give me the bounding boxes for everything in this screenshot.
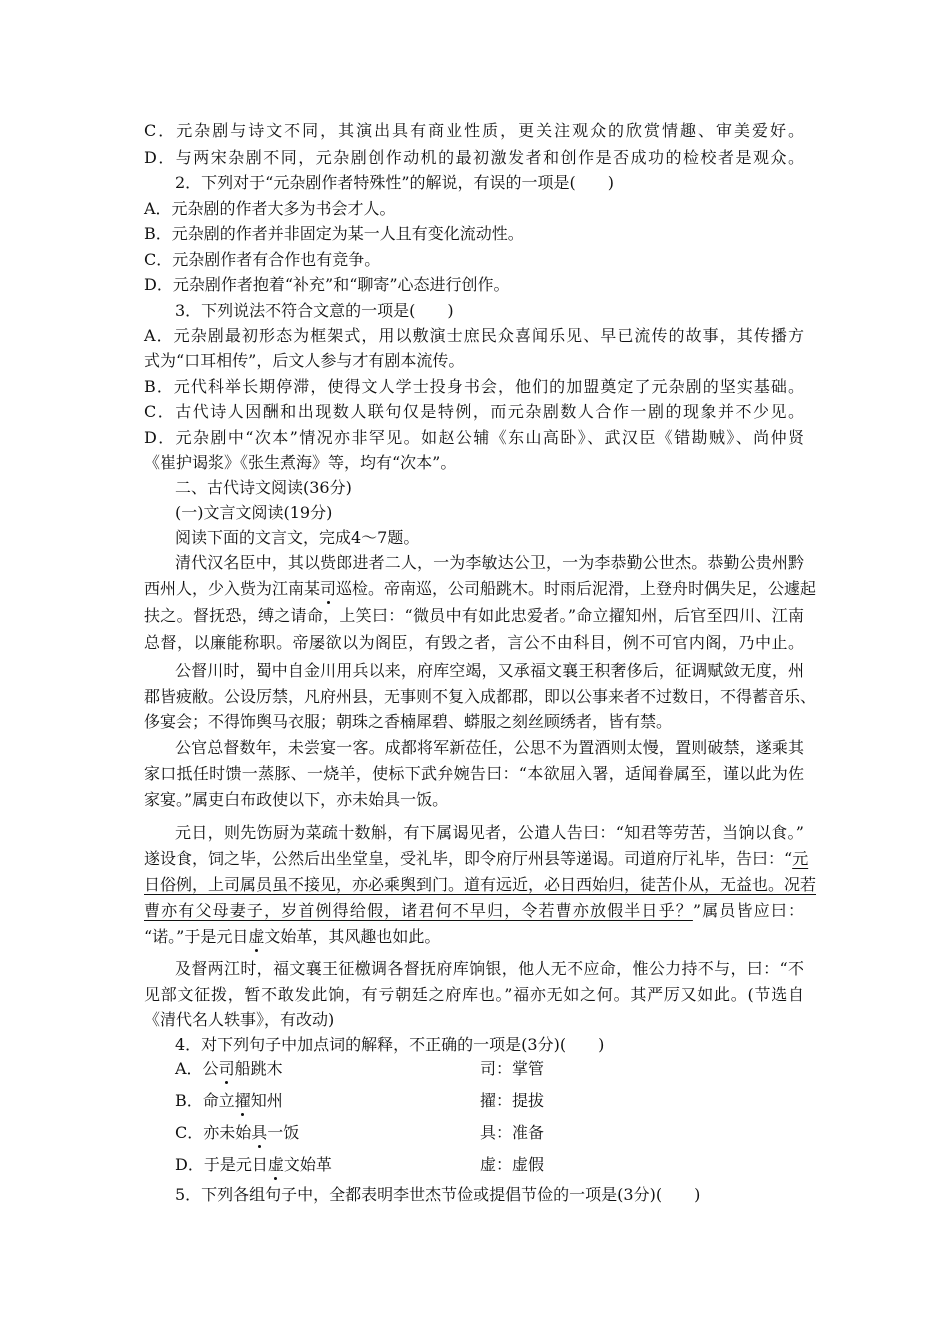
- q3-option-a-line2: 式为“口耳相传”，后文人参与才有剧本流传。: [144, 351, 465, 370]
- passage-p4-line3-underlined: 日俗例，上司属员虽不接见，亦必乘舆到门。道有远近，必日西始归，徒苦仆从，无益也。况若: [144, 875, 817, 894]
- q2-stem: 2．下列对于“元杂剧作者特殊性”的解说，有误的一项是( ): [175, 173, 615, 192]
- passage-p5-line3: 《清代名人轶事》，有改动): [144, 1010, 335, 1029]
- passage-p4-line2: 遂设食，饲之毕，公然后出坐堂皇，受礼毕，即令府厅州县等递谒。司道府厅礼毕，告曰：“元: [144, 849, 809, 868]
- passage-p1-line3: 扶之。督抚恐，缚之请命，上笑曰：“微员中有如此忠爱者。”命立擢知州，后官至四川、江南: [144, 606, 804, 625]
- dotted-char: 虚: [267, 1155, 284, 1174]
- dotted-char: 擢: [234, 1091, 251, 1110]
- passage-p3-line1: 公官总督数年，未尝宴一客。成都将军新莅任，公思不为置酒则太慢，置则破禁，遂乘其: [175, 738, 804, 757]
- passage-p2-line1: 公督川时，蜀中自金川用兵以来，府库空竭，又承福文襄王积奢侈后，征调赋敛无度，州: [175, 661, 804, 680]
- q3-option-a-line1: A．元杂剧最初形态为框架式，用以敷演士庶民众喜闻乐见、早已流传的故事，其传播方: [144, 326, 804, 345]
- q4-stem: 4．对下列句子中加点词的解释，不正确的一项是(3分)( ): [175, 1035, 605, 1054]
- q3-option-b: B．元代科举长期停滞，使得文人学士投身书会，他们的加盟奠定了元杂剧的坚实基础。: [144, 377, 804, 396]
- passage-p4-line1: 元日，则先饬厨为菜疏十数斛，有下属谒见者，公遣人告曰：“知君等劳苦，当饷以食。”: [175, 823, 804, 842]
- q5-stem: 5．下列各组句子中，全都表明李世杰节俭或提倡节俭的一项是(3分)( ): [175, 1185, 701, 1204]
- q4-option-b-explanation: 擢：提拔: [480, 1091, 545, 1110]
- section-subtitle: (一)文言文阅读(19分): [175, 503, 333, 522]
- dotted-char: 司: [320, 579, 337, 598]
- passage-p2-line3: 侈宴会；不得饰舆马衣服；朝珠之香楠犀碧、蟒服之刻丝顾绣者，皆有禁。: [144, 712, 673, 731]
- passage-p5-line1: 及督两江时，福文襄王征檄调各督抚府库饷银，他人无不应命，惟公力持不与，曰：“不: [175, 959, 804, 978]
- q2-option-c: C．元杂剧作者有合作也有竞争。: [144, 250, 381, 269]
- q4-option-d: D．于是元日虚文始革: [175, 1155, 332, 1174]
- passage-p1-line2: 西州人，少入赀为江南某司巡检。帝南巡，公司船跳木。时雨后泥滑，上登舟时偶失足，公遽起: [144, 579, 817, 598]
- section-title: 二、古代诗文阅读(36分): [175, 478, 352, 497]
- dotted-char: 司: [218, 1059, 235, 1078]
- q4-option-b: B．命立擢知州: [175, 1091, 283, 1110]
- q4-option-c: C．亦未始具一饭: [175, 1123, 300, 1142]
- q3-option-d-line1: D．元杂剧中“次本”情况亦非罕见。如赵公辅《东山高卧》、武汉臣《错勘贼》、尚仲贤: [144, 428, 804, 447]
- dotted-char: 虚: [248, 927, 265, 946]
- q4-option-c-explanation: 具：准备: [480, 1123, 545, 1142]
- passage-p4-line5: “诺。”于是元日虚文始革，其风趣也如此。: [144, 927, 441, 946]
- q4-option-a-explanation: 司：掌管: [480, 1059, 545, 1078]
- q2-option-b: B．元杂剧的作者并非固定为某一人且有变化流动性。: [144, 224, 524, 243]
- passage-p2-line2: 郡皆疲敝。公设厉禁，凡府州县，无事则不复入成都郡，即以公事来者不过数日，不得蓄音乐、: [144, 687, 817, 706]
- q4-option-d-explanation: 虚：虚假: [480, 1155, 545, 1174]
- q3-option-d-line2: 《崔护谒浆》《张生煮海》等，均有“次本”。: [144, 453, 457, 472]
- reading-instruction: 阅读下面的文言文，完成4～7题。: [175, 528, 420, 547]
- q1-option-c: C．元杂剧与诗文不同，其演出具有商业性质，更关注观众的欣赏情趣、审美爱好。: [144, 121, 804, 140]
- underlined-text: 元: [792, 849, 809, 868]
- q2-option-d: D．元杂剧作者抱着“补充”和“聊寄”心态进行创作。: [144, 275, 510, 294]
- passage-p1-line1: 清代汉名臣中，其以赀郎进者二人，一为李敏达公卫，一为李恭勤公世杰。恭勤公贵州黔: [175, 553, 804, 572]
- underlined-text: 曹亦有父母妻子，岁首例得给假，诸君何不早归，令若曹亦放假半日乎？: [144, 901, 693, 920]
- passage-p3-line3: 家宴。”属吏白布政使以下，亦未始具一饭。: [144, 790, 449, 809]
- q2-option-a: A．元杂剧的作者大多为书会才人。: [144, 199, 396, 218]
- passage-p5-line2: 见部文征拨，暂不敢发此饷，有亏朝廷之府库也。”福亦无如之何。其严厉又如此。(节选自: [144, 985, 804, 1004]
- passage-p1-line4: 总督，以廉能称职。帝屡欲以为阁臣，有毁之者，言公不由科目，例不可官内阁，乃中止。: [144, 633, 804, 652]
- passage-p3-line2: 家口抵任时馈一蒸豚、一烧羊，使标下武弁婉告曰：“本欲屈入署，适闻眷属至，谨以此为佐: [144, 764, 804, 783]
- q3-option-c: C．古代诗人因酬和出现数人联句仅是特例，而元杂剧数人合作一剧的现象并不少见。: [144, 402, 804, 421]
- q4-option-a: A．公司船跳木: [175, 1059, 283, 1078]
- dotted-char: 具: [251, 1123, 268, 1142]
- passage-p4-line4: 曹亦有父母妻子，岁首例得给假，诸君何不早归，令若曹亦放假半日乎？”属员皆应曰：: [144, 901, 804, 920]
- q1-option-d: D．与两宋杂剧不同，元杂剧创作动机的最初激发者和创作是否成功的检校者是观众。: [144, 148, 804, 167]
- q3-stem: 3．下列说法不符合文意的一项是( ): [175, 301, 454, 320]
